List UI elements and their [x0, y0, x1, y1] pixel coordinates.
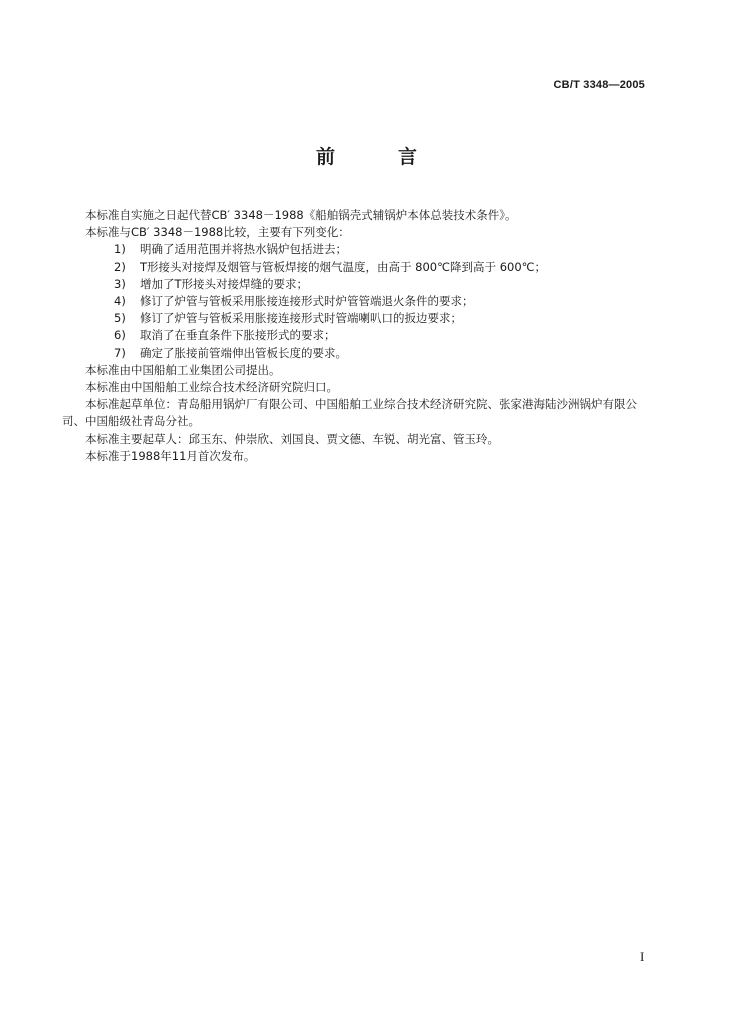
list-item — [62, 293, 652, 310]
list-item-text: 确定了胀接前管端伸出管板长度的要求。 — [140, 345, 347, 360]
list-item-number: 7) — [114, 345, 126, 360]
paragraph-centralized: 本标准由中国船舶工业综合技术经济研究院归口。 — [85, 380, 338, 395]
paragraph-drafters: 本标准主要起草人：邱玉东、仲崇欣、刘国良、贾文德、车锐、胡光富、管玉玲。 — [85, 431, 499, 446]
list-item-number: 4) — [114, 294, 126, 309]
list-item-number: 5) — [114, 311, 126, 326]
paragraph-comparison: 本标准与CB′ 3348－1988比较，主要有下列变化： — [85, 225, 350, 240]
paragraph-drafting-units: 本标准起草单位：青岛船用锅炉厂有限公司、中国船舶工业综合技术经济研究院、张家港海陆沙洲锅炉有限公司、中国船级社青岛分社。 — [62, 397, 637, 429]
paragraph-replacement: 本标准自实施之日起代替CB′ 3348－1988《船舶锅壳式辅锅炉本体总装技术条件》。 — [85, 208, 517, 222]
changes-list — [62, 241, 652, 361]
paragraph-first-release: 本标准于1988年11月首次发布。 — [85, 448, 256, 463]
page-title: 前 言 — [315, 146, 439, 168]
list-item — [62, 241, 652, 258]
page-number: I — [640, 949, 645, 964]
list-item-number: 1) — [114, 242, 126, 257]
list-item-text: T形接头对接焊及烟管与管板焊接的烟气温度，由高于 800℃降到高于 600℃； — [140, 259, 547, 274]
list-item — [62, 310, 652, 327]
list-item-text: 修订了炉管与管板采用胀接连接形式时炉管管端退火条件的要求； — [140, 294, 474, 309]
list-item-text: 取消了在垂直条件下胀接形式的要求； — [140, 328, 336, 343]
list-item-number: 3) — [114, 276, 126, 291]
list-item-text: 明确了适用范围并将热水锅炉包括进去； — [140, 242, 347, 257]
list-item-text: 修订了炉管与管板采用胀接连接形式时管端喇叭口的扳边要求； — [140, 311, 462, 326]
list-item-text: 增加了T形接头对接焊缝的要求； — [140, 276, 309, 291]
document-body — [62, 207, 652, 465]
list-item — [62, 327, 652, 344]
standard-code: CB/T 3348—2005 — [553, 79, 645, 91]
list-item-number: 2) — [114, 259, 126, 274]
paragraph-proposer: 本标准由中国船舶工业集团公司提出。 — [85, 362, 281, 377]
list-item — [62, 276, 652, 293]
list-item — [62, 259, 652, 276]
list-item — [62, 345, 652, 362]
list-item-number: 6) — [114, 328, 126, 343]
